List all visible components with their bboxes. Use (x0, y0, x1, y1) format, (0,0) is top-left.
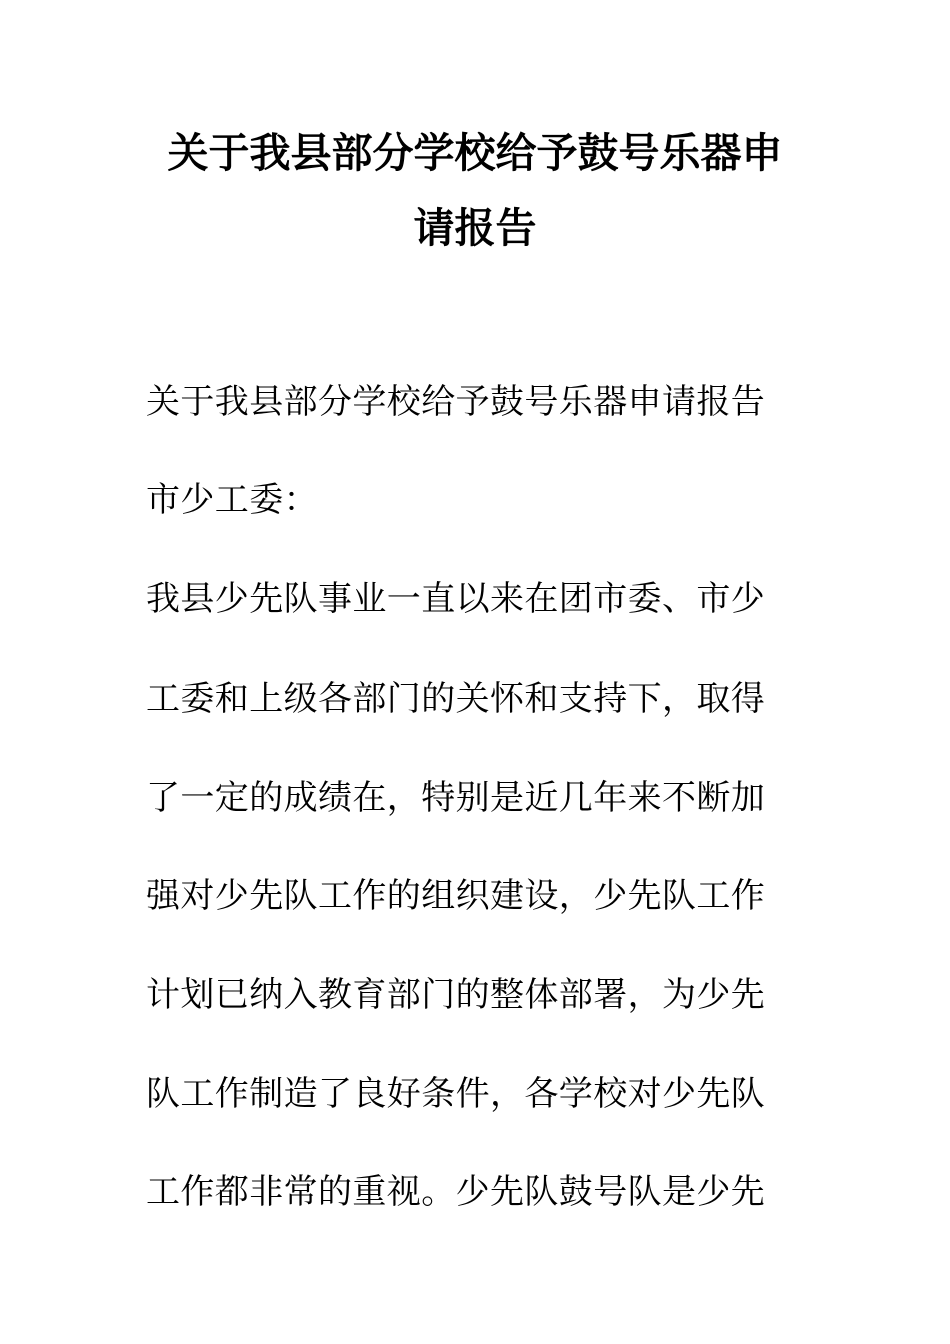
body-line-7: 计划已纳入教育部门的整体部署，为少先 (146, 975, 766, 1015)
body-line-5: 了一定的成绩在，特别是近几年来不断加 (146, 778, 766, 818)
body-line-1: 关于我县部分学校给予鼓号乐器申请报告 (146, 382, 766, 422)
body-line-6: 强对少先队工作的组织建设，少先队工作 (146, 876, 766, 916)
body-line-3: 我县少先队事业一直以来在团市委、市少 (146, 579, 766, 619)
document-title-line-2: 请报告 (413, 204, 537, 252)
document-title-line-1: 关于我县部分学校给予鼓号乐器申 (167, 129, 783, 177)
body-line-2: 市少工委： (146, 480, 318, 520)
body-line-9: 工作都非常的重视。少先队鼓号队是少先 (146, 1172, 766, 1212)
body-line-8: 队工作制造了良好条件，各学校对少先队 (146, 1074, 766, 1114)
body-line-4: 工委和上级各部门的关怀和支持下，取得 (146, 679, 766, 719)
